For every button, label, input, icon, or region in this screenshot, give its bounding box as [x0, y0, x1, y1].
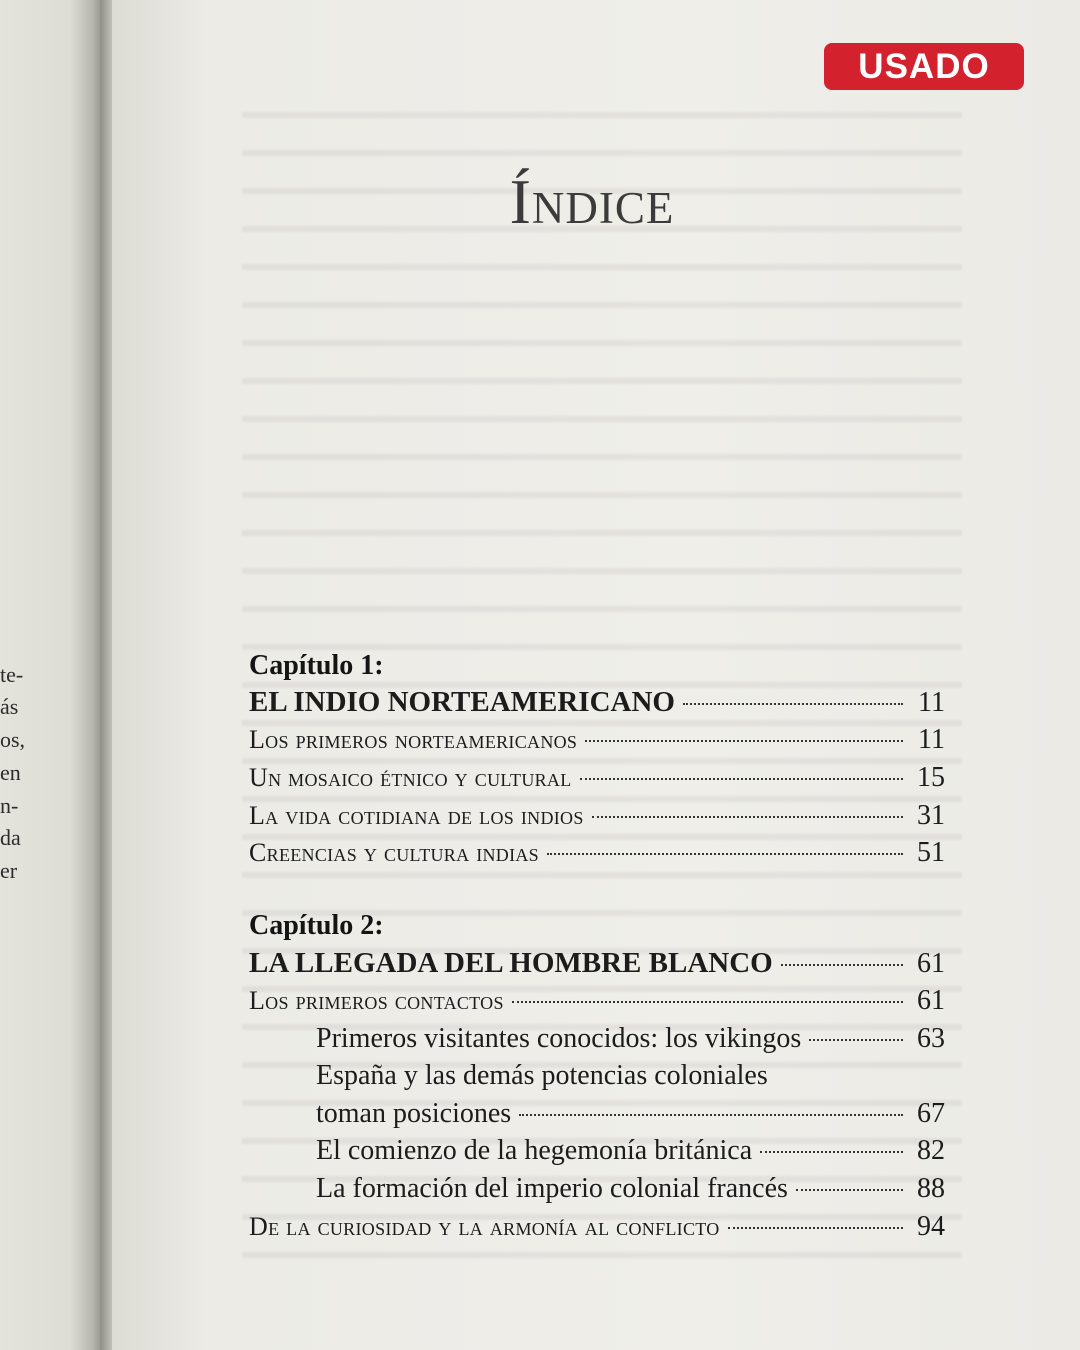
- toc-page-number: 61: [917, 985, 945, 1016]
- toc-entry-label: De la curiosidad y la armonía al conflicto: [249, 1212, 720, 1241]
- toc-entry-chapter-title: [249, 686, 945, 720]
- dot-leader: [580, 778, 903, 780]
- left-page-text: da: [0, 825, 21, 850]
- left-page-text: er: [0, 858, 18, 883]
- left-page-text: ás: [0, 694, 19, 719]
- used-badge: USADO: [824, 43, 1024, 90]
- toc-subentry: [316, 1098, 945, 1132]
- dot-leader: [547, 853, 903, 855]
- toc-entry-label: EL INDIO NORTEAMERICANO: [249, 686, 675, 718]
- page-title: Índice: [509, 166, 675, 237]
- left-page-text: n-: [0, 793, 19, 818]
- chapter-label: Capítulo 1:: [249, 650, 384, 681]
- toc-entry: [249, 837, 945, 871]
- dot-leader: [683, 703, 903, 705]
- toc-entry: [249, 985, 945, 1019]
- toc-page-number: 61: [917, 948, 945, 979]
- toc-page-number: 15: [917, 762, 945, 793]
- dot-leader: [796, 1189, 903, 1191]
- toc-entry-label: Los primeros norteamericanos: [249, 725, 578, 754]
- toc-entry: [249, 800, 945, 834]
- left-page-text: en: [0, 760, 21, 785]
- toc-entry-label: El comienzo de la hegemonía británica: [316, 1135, 753, 1166]
- toc-page-number: 11: [918, 724, 945, 755]
- toc-page-number: 88: [917, 1173, 945, 1204]
- left-page-text: te-: [0, 662, 24, 687]
- toc-subentry: [316, 1135, 945, 1169]
- toc-page-number: 51: [917, 837, 945, 868]
- dot-leader: [519, 1114, 903, 1116]
- dot-leader: [781, 964, 903, 966]
- dot-leader: [592, 816, 903, 818]
- dot-leader: [512, 1001, 903, 1003]
- toc-entry-label: toman posiciones: [316, 1098, 512, 1129]
- toc-entry: [249, 762, 945, 796]
- toc-entry: [249, 724, 945, 758]
- toc-entry-label: Creencias y cultura indias: [249, 838, 539, 867]
- toc-subentry: [316, 1173, 945, 1207]
- chapter-label: Capítulo 2:: [249, 910, 384, 941]
- left-page-text: os,: [0, 727, 26, 752]
- dot-leader: [728, 1227, 903, 1229]
- toc-entry-label: Primeros visitantes conocidos: los vikingos: [316, 1023, 802, 1054]
- toc-subentry-first-line: España y las demás potencias coloniales: [316, 1060, 768, 1091]
- dot-leader: [760, 1151, 903, 1153]
- toc-entry-label: LA LLEGADA DEL HOMBRE BLANCO: [249, 947, 773, 979]
- toc-page-number: 31: [917, 800, 945, 831]
- toc-page-number: 94: [917, 1211, 945, 1242]
- toc-entry-label: Un mosaico étnico y cultural: [249, 763, 572, 792]
- toc-entry-chapter-title: [249, 947, 945, 981]
- toc-entry: [249, 1211, 945, 1245]
- toc-entry-label: Los primeros contactos: [249, 986, 504, 1015]
- toc-page-number: 11: [918, 687, 945, 718]
- toc-page-number: 63: [917, 1023, 945, 1054]
- toc-entry-label: La vida cotidiana de los indios: [249, 801, 584, 830]
- dot-leader: [585, 740, 903, 742]
- toc-subentry: [316, 1023, 945, 1057]
- toc-page-number: 67: [917, 1098, 945, 1129]
- right-page: [112, 0, 1080, 1350]
- toc-page-number: 82: [917, 1135, 945, 1166]
- dot-leader: [809, 1039, 903, 1041]
- toc-entry-label: La formación del imperio colonial francés: [316, 1173, 788, 1204]
- left-page: [0, 0, 100, 1350]
